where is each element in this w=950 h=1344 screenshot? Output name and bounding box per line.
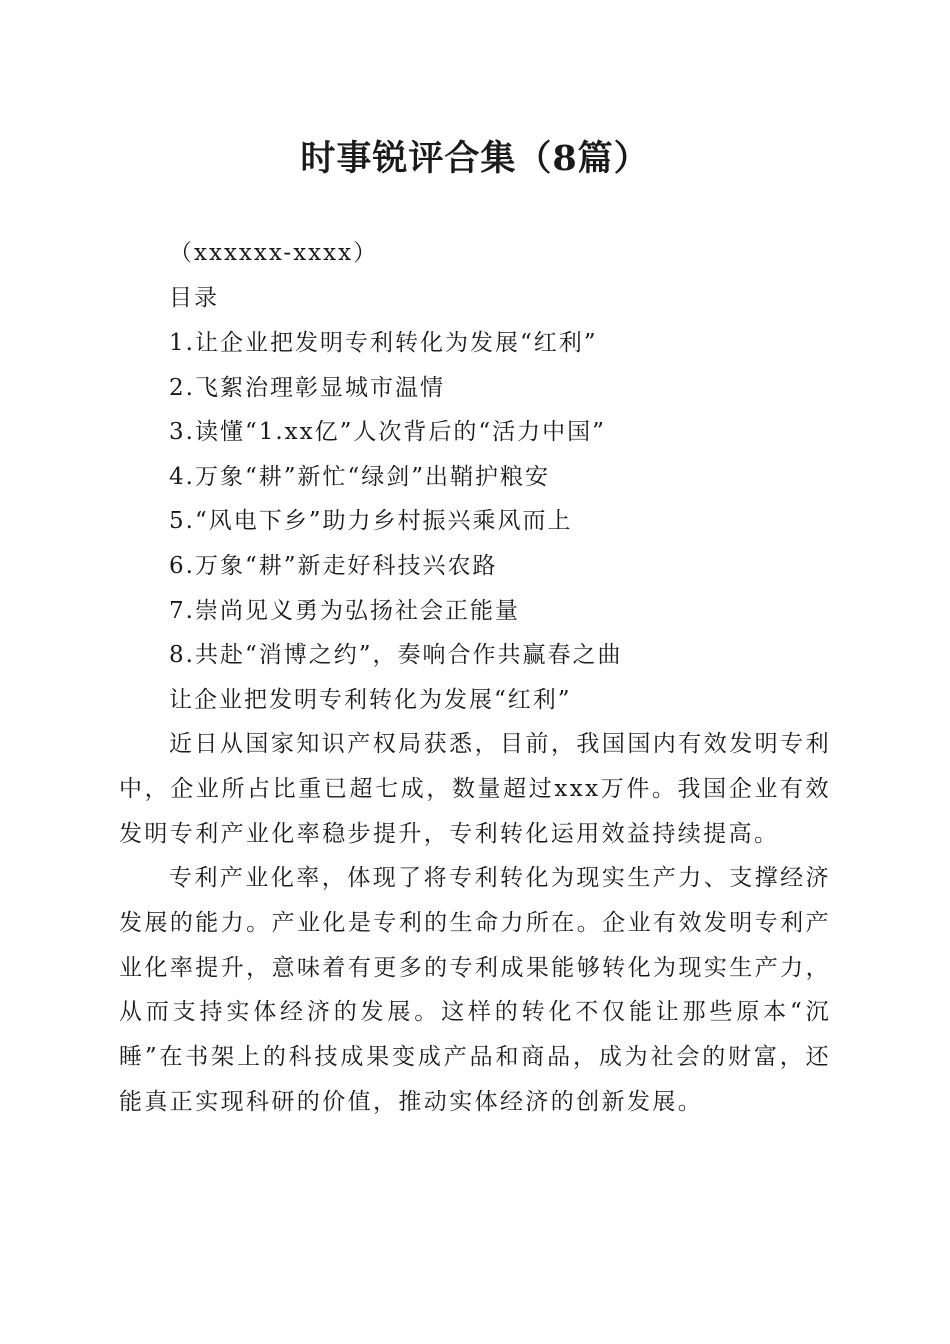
toc-item: 7.崇尚见义勇为弘扬社会正能量 [169,598,520,624]
toc-item: 5.“风电下乡”助力乡村振兴乘风而上 [169,508,573,534]
article-paragraph: 近日从国家知识产权局获悉，目前，我国国内有效发明专利中，企业所占比重已超七成，数量超过xxx万件。我国企业有效发明专利产业化率稳步提升，专利转化运用效益持续提高。 [119,731,831,847]
document-title: 时事锐评合集（8篇） [300,138,650,179]
article-title: 让企业把发明专利转化为发展“红利” [169,687,572,713]
toc-item: 1.让企业把发明专利转化为发展“红利” [169,330,598,356]
toc-item: 6.万象“耕”新走好科技兴农路 [169,553,498,579]
toc-item: 2.飞絮治理彰显城市温情 [169,375,445,401]
toc-item: 8.共赴“消博之约”，奏响合作共赢春之曲 [169,642,623,668]
toc-item: 3.读懂“1.xx亿”人次背后的“活力中国” [169,419,606,445]
article-paragraph: 专利产业化率，体现了将专利转化为现实生产力、支撑经济发展的能力。产业化是专利的生命力所在。企业有效发明专利产业化率提升，意味着有更多的专利成果能够转化为现实生产力，从而支持实体经济的发展。这样的转化不仅能让那些原本“沉睡”在书架上的科技成果变成产品和商品，成为社会的财富，还能真正实现科研的价值，推动实体经济的创新发展。 [119,865,831,1115]
toc-heading: 目录 [169,285,219,311]
date-range: （xxxxxx-xxxx） [169,240,379,266]
toc-item: 4.万象“耕”新忙“绿剑”出鞘护粮安 [169,464,550,490]
